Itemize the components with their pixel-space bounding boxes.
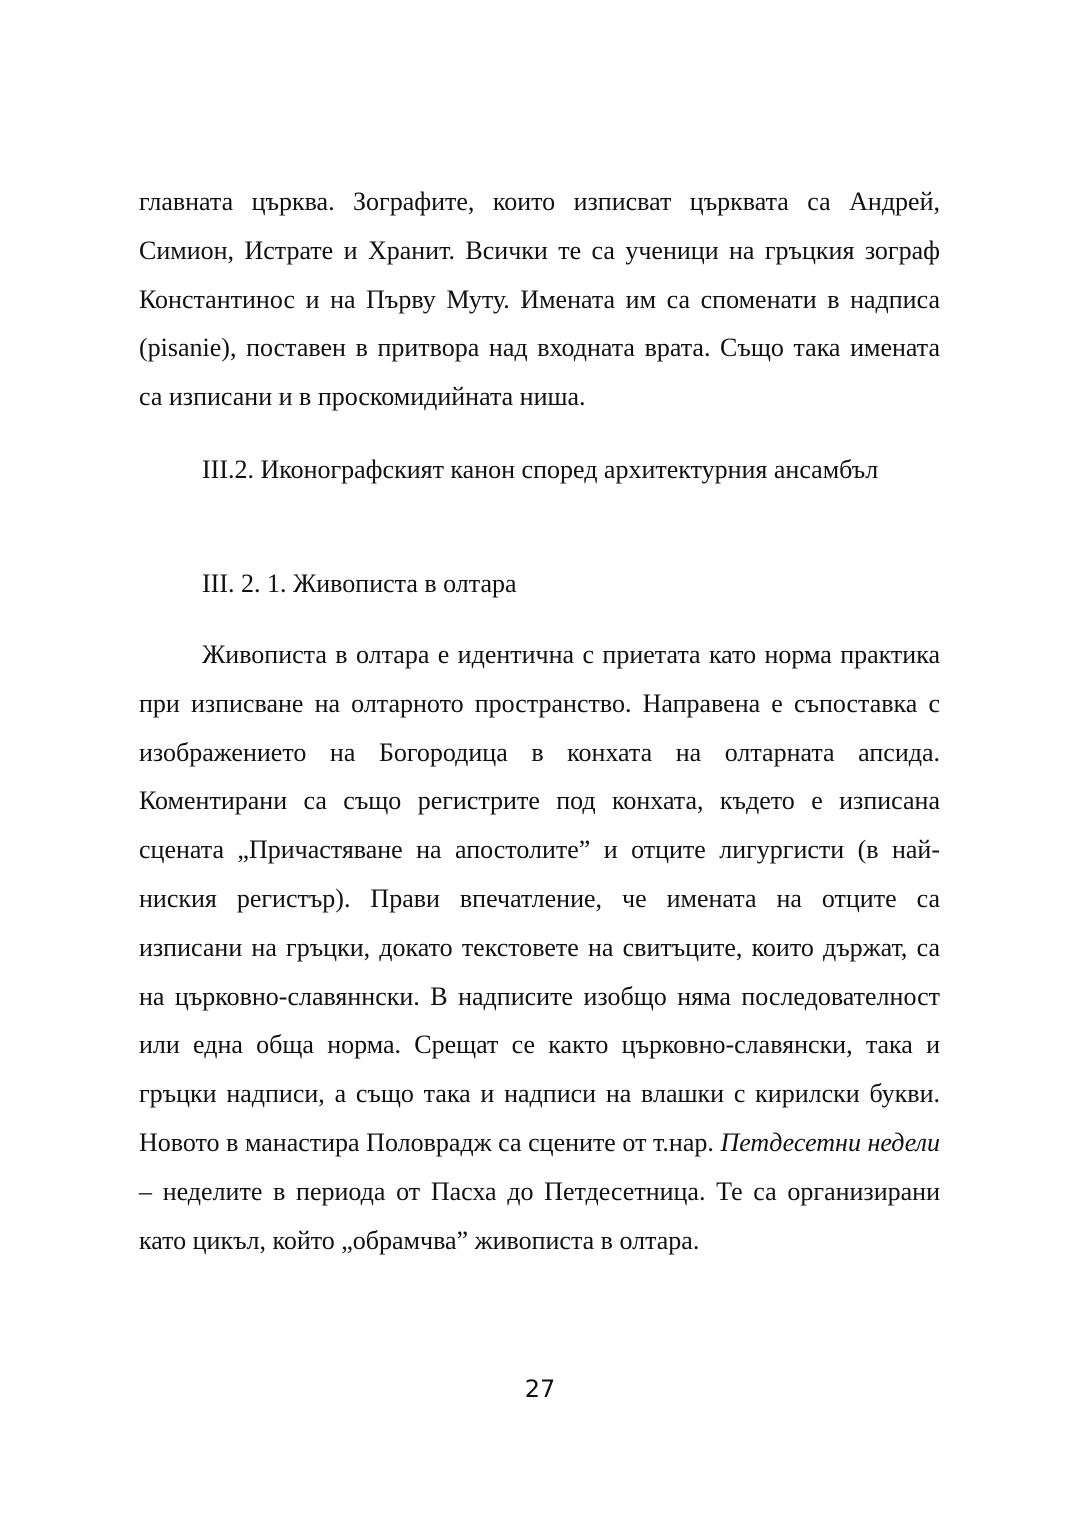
paragraph-text: главната църква. Зографите, които изписват църквата са Андрей, Симион, Истрате и Хранит. Всички те са ученици на гръцкия зограф Константинос и на Първу Муту. Имената им са споменати в надписа (pisanie), поставен в притвора над входната врата. Също така имената са изписани и в проскомидийната ниша. [139, 187, 940, 412]
paragraph-painters [139, 178, 940, 422]
paragraph-text-end: – неделите в периода от Пасха до Петдесетница. Те са организирани като цикъл, който „обрамчва” живописта в олтара. [139, 1176, 940, 1255]
page-number: 27 [524, 1375, 556, 1403]
section-heading [139, 446, 940, 495]
paragraph-altar-painting [139, 631, 940, 1265]
subsection-heading [139, 560, 940, 609]
subsection-heading-text: III. 2. 1. Живописта в олтара [202, 569, 517, 598]
paragraph-text-start: Живописта в олтара е идентична с приетата като норма практика при изписване на олтарното пространство. Направена е съпоставка с изображението на Богородица в конхата на олтарната апсида. Коментирани са също регистрите под конхата, където е изписана сцената „Причастяване на апостолите” и отците лигургисти (в най-ниския регистър). Прави впечатление, че имената на отците са изписани на гръцки, докато текстовете на свитъците, които държат, са на църковно-славяннски. В надписите изобщо няма последователност или една обща норма. Срещат се както църковно-славянски, така и гръцки надписи, а също така и надписи на влашки с кирилски букви. Новото в манастира Половрадж са сцените от т.нар. [139, 640, 940, 1157]
section-heading-text: III.2. Иконографският канон според архитектурния ансамбъл [202, 455, 879, 484]
italic-term: Петдесетни недели [720, 1127, 941, 1157]
